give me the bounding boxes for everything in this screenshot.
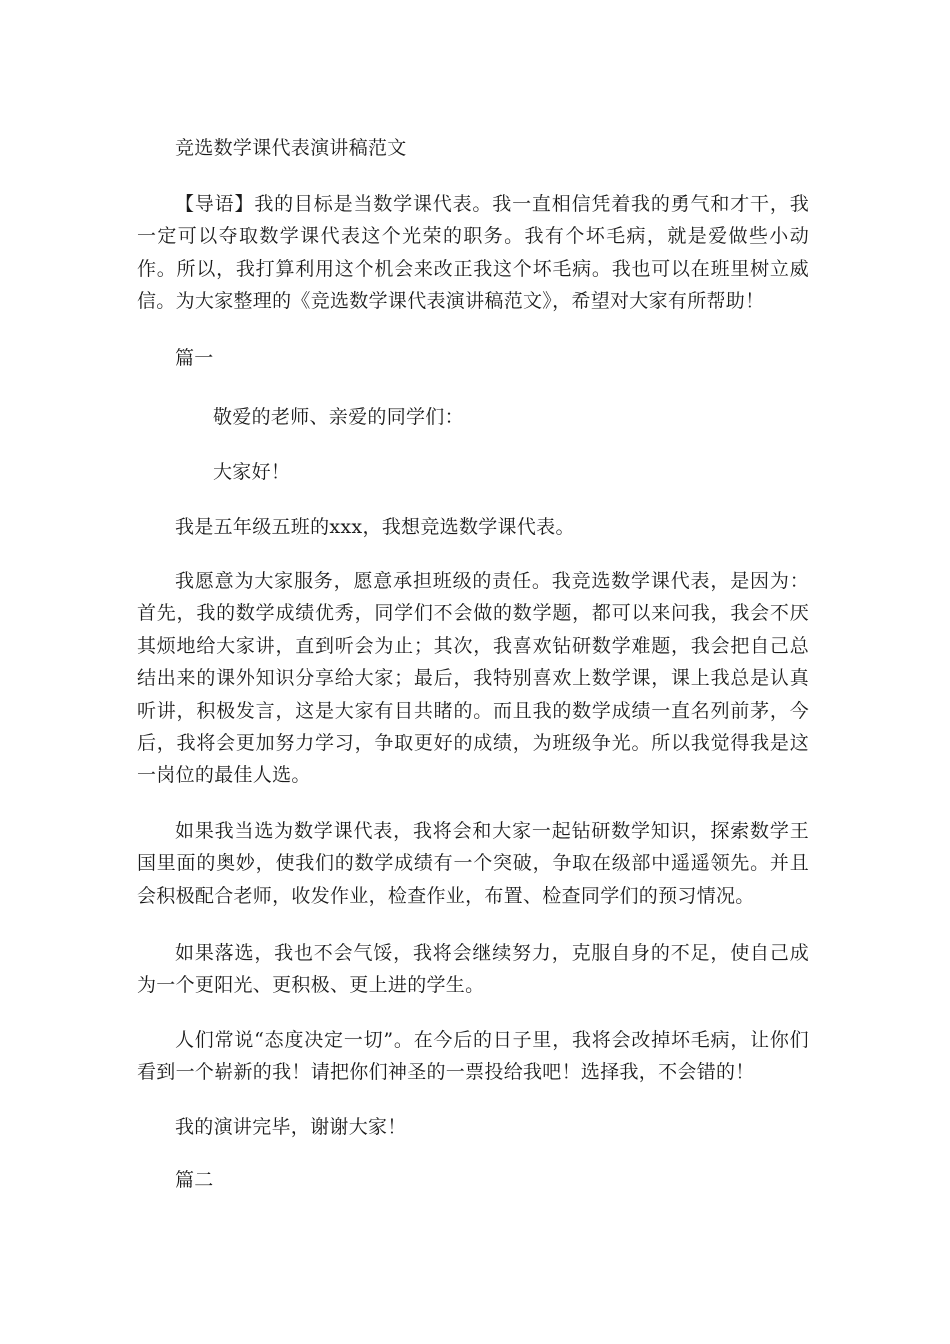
paragraph-plans: 如果我当选为数学课代表，我将会和大家一起钻研数学知识，探索数学王国里面的奥妙，使我们的数学成绩有一个突破，争取在级部中遥遥领先。并且会积极配合老师，收发作业，检查作业，布置、检查同学们的预习情况。	[137, 820, 809, 907]
paragraph-attitude: 人们常说“态度决定一切”。在今后的日子里，我将会改掉坏毛病，让你们看到一个崭新的我！请把你们神圣的一票投给我吧！选择我，不会错的！	[137, 1029, 809, 1084]
paragraph-reasons: 我愿意为大家服务，愿意承担班级的责任。我竞选数学课代表，是因为：首先，我的数学成绩优秀，同学们不会做的数学题，都可以来问我，我会不厌其烦地给大家讲，直到听会为止；其次，我喜欢钻研数学难题，我会把自己总结出来的课外知识分享给大家；最后，我特别喜欢上数学课，课上我总是认真听讲，积极发言，这是大家有目共睹的。而且我的数学成绩一直名列前茅，今后，我将会更加努力学习，争取更好的成绩，为班级争光。所以我觉得我是这一岗位的最佳人选。	[137, 570, 809, 787]
salutation: 敬爱的老师、亲爱的同学们：	[213, 406, 464, 428]
paragraph-closing: 我的演讲完毕，谢谢大家！	[175, 1116, 407, 1138]
section-heading-1: 篇一	[175, 347, 214, 369]
paragraph-intro-self: 我是五年级五班的xxx，我想竞选数学课代表。	[175, 516, 575, 538]
section-heading-2: 篇二	[175, 1169, 214, 1191]
paragraph-if-lose: 如果落选，我也不会气馁，我将会继续努力，克服自身的不足，使自己成为一个更阳光、更积极、更上进的学生。	[137, 942, 809, 997]
intro-paragraph: 【导语】我的目标是当数学课代表。我一直相信凭着我的勇气和才干，我一定可以夺取数学课代表这个光荣的职务。我有个坏毛病，就是爱做些小动作。所以，我打算利用这个机会来改正我这个坏毛病。我也可以在班里树立威信。为大家整理的《竞选数学课代表演讲稿范文》，希望对大家有所帮助！	[137, 193, 809, 313]
document-title: 竞选数学课代表演讲稿范文	[175, 137, 407, 159]
greeting-line: 大家好！	[213, 461, 291, 483]
